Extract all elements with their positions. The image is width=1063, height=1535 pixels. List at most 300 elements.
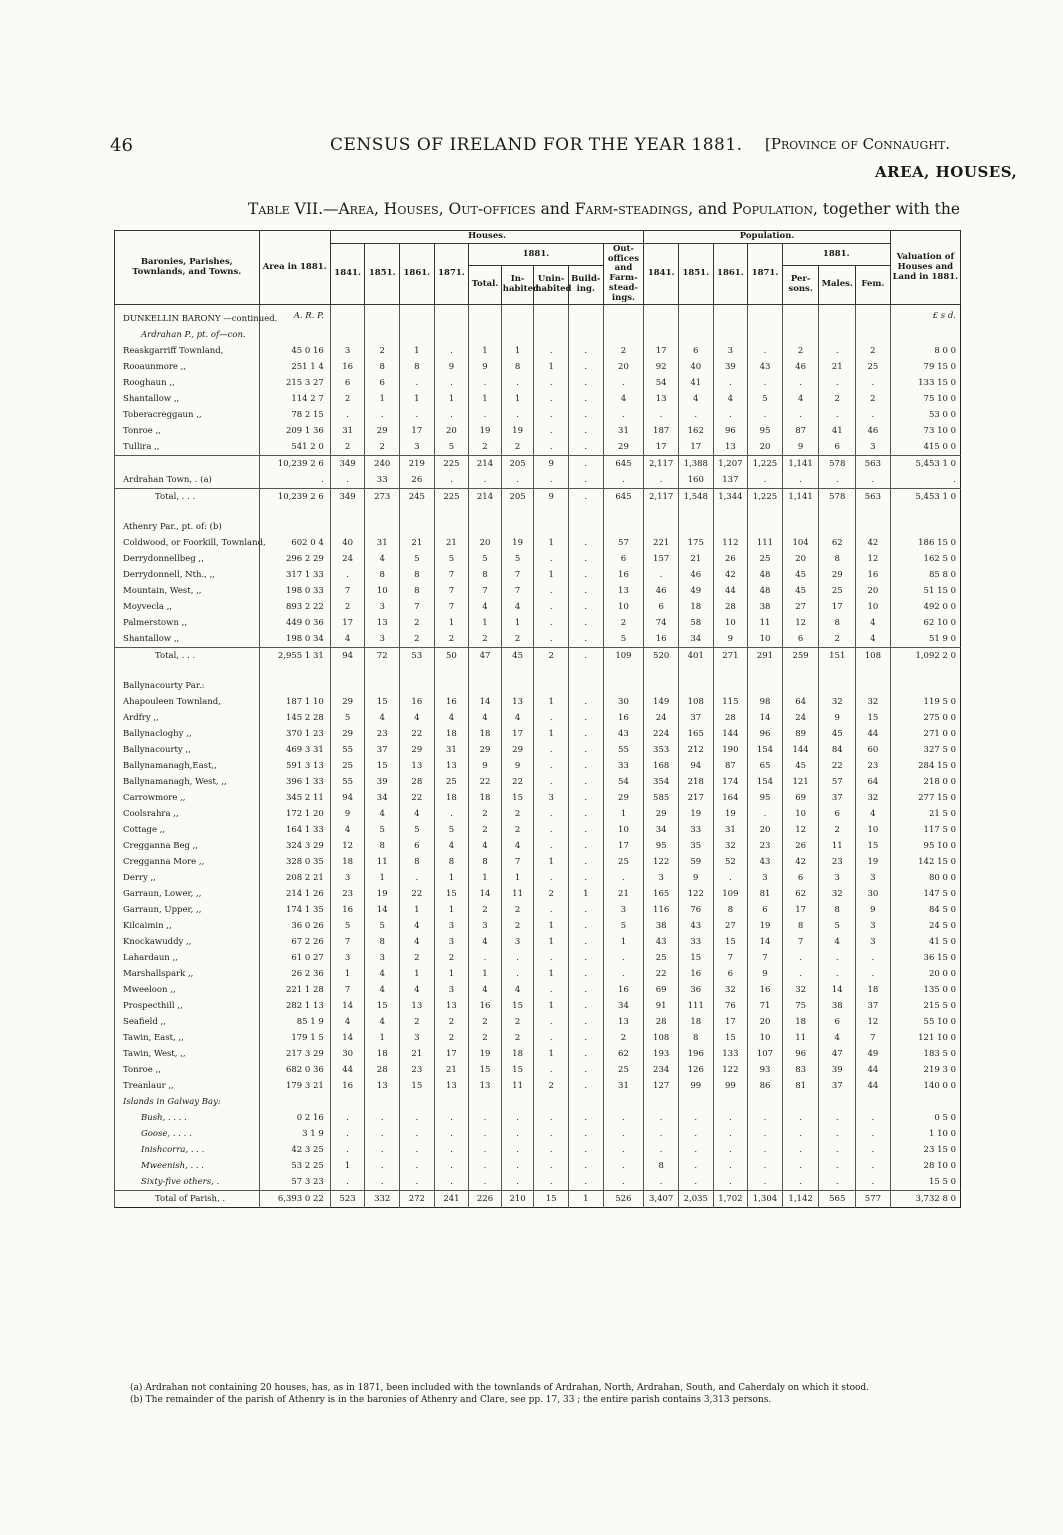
empty-cell bbox=[400, 664, 435, 672]
section-heading: DUNKELLIN BARONY —continued. bbox=[115, 305, 260, 328]
houses-cell: . bbox=[534, 822, 569, 838]
houses-cell: 19 bbox=[501, 423, 534, 439]
row-name: Garraun, Lower, ,, bbox=[115, 886, 260, 902]
houses-cell: 3 bbox=[400, 439, 435, 456]
houses-cell: 1 bbox=[400, 343, 435, 359]
caption-and: , and bbox=[688, 200, 733, 218]
population-cell: 578 bbox=[819, 489, 856, 506]
houses-cell: 2 bbox=[434, 1014, 469, 1030]
row-area: 57 3 23 bbox=[259, 1174, 330, 1191]
population-cell: 30 bbox=[856, 886, 891, 902]
population-cell: 21 bbox=[819, 359, 856, 375]
population-cell: 18 bbox=[782, 1014, 819, 1030]
population-cell: 96 bbox=[782, 1046, 819, 1062]
houses-cell: . bbox=[568, 343, 603, 359]
population-cell: 9 bbox=[819, 710, 856, 726]
population-cell: . bbox=[819, 472, 856, 489]
houses-cell: 349 bbox=[330, 456, 365, 473]
valuation-cell: 95 10 0 bbox=[890, 838, 960, 854]
table-row bbox=[115, 806, 961, 822]
valuation-cell: 8 0 0 bbox=[890, 343, 960, 359]
houses-cell: 4 bbox=[330, 822, 365, 838]
houses-cell: 22 bbox=[400, 726, 435, 742]
population-cell: 96 bbox=[748, 726, 783, 742]
population-cell: . bbox=[748, 472, 783, 489]
population-cell: 15 bbox=[856, 838, 891, 854]
houses-cell: . bbox=[534, 870, 569, 886]
population-cell: 45 bbox=[782, 583, 819, 599]
houses-cell: 5 bbox=[469, 551, 502, 567]
population-cell: . bbox=[713, 1142, 748, 1158]
houses-cell: 1 bbox=[603, 806, 644, 822]
houses-cell: . bbox=[603, 472, 644, 489]
houses-cell: . bbox=[534, 1030, 569, 1046]
population-cell: 165 bbox=[678, 726, 713, 742]
row-name: Cregganna More ,, bbox=[115, 854, 260, 870]
population-cell bbox=[644, 1094, 679, 1110]
houses-cell: . bbox=[568, 1062, 603, 1078]
houses-cell: . bbox=[534, 1110, 569, 1126]
population-cell: 34 bbox=[678, 631, 713, 648]
population-cell: 22 bbox=[819, 758, 856, 774]
valuation-cell: 80 0 0 bbox=[890, 870, 960, 886]
empty-cell bbox=[534, 505, 569, 513]
houses-cell: 3 bbox=[365, 950, 400, 966]
houses-cell: 18 bbox=[330, 854, 365, 870]
houses-cell: 7 bbox=[434, 567, 469, 583]
houses-cell: . bbox=[434, 375, 469, 391]
houses-cell: 31 bbox=[365, 535, 400, 551]
houses-cell: 16 bbox=[330, 359, 365, 375]
population-cell: 112 bbox=[713, 535, 748, 551]
population-cell: 99 bbox=[713, 1078, 748, 1094]
population-cell: 154 bbox=[748, 774, 783, 790]
population-cell: 46 bbox=[782, 359, 819, 375]
houses-cell: 50 bbox=[434, 648, 469, 665]
houses-cell: 3 bbox=[400, 1030, 435, 1046]
table-row bbox=[115, 838, 961, 854]
empty-cell bbox=[365, 672, 400, 694]
houses-cell: 1 bbox=[534, 854, 569, 870]
houses-cell: . bbox=[365, 1174, 400, 1191]
houses-cell: . bbox=[469, 950, 502, 966]
houses-cell bbox=[365, 1094, 400, 1110]
valuation-cell: 21 5 0 bbox=[890, 806, 960, 822]
population-cell: 38 bbox=[819, 998, 856, 1014]
houses-cell: 645 bbox=[603, 489, 644, 506]
row-name: Moyvecla ,, bbox=[115, 599, 260, 615]
row-area: 61 0 27 bbox=[259, 950, 330, 966]
houses-cell: 7 bbox=[330, 934, 365, 950]
empty-cell bbox=[434, 672, 469, 694]
empty-cell bbox=[534, 672, 569, 694]
houses-cell: 2 bbox=[501, 918, 534, 934]
valuation-cell: 85 8 0 bbox=[890, 567, 960, 583]
houses-cell bbox=[434, 327, 469, 343]
section-heading-row bbox=[115, 672, 961, 694]
houses-cell bbox=[534, 327, 569, 343]
population-cell: . bbox=[819, 1158, 856, 1174]
houses-cell: 2 bbox=[501, 1030, 534, 1046]
population-cell: 2,117 bbox=[644, 456, 679, 473]
population-cell: 157 bbox=[644, 551, 679, 567]
total-row bbox=[115, 1191, 961, 1208]
houses-cell: 4 bbox=[400, 806, 435, 822]
valuation-cell: 55 10 0 bbox=[890, 1014, 960, 1030]
houses-cell: 4 bbox=[365, 551, 400, 567]
houses-cell: 9 bbox=[534, 456, 569, 473]
population-cell: 49 bbox=[678, 583, 713, 599]
population-cell: . bbox=[748, 1110, 783, 1126]
houses-cell: . bbox=[501, 966, 534, 982]
valuation-cell: 277 15 0 bbox=[890, 790, 960, 806]
houses-cell: . bbox=[434, 806, 469, 822]
population-cell: 96 bbox=[713, 423, 748, 439]
population-cell: 162 bbox=[678, 423, 713, 439]
houses-cell: . bbox=[568, 998, 603, 1014]
row-name: Reaskgarriff Townland, bbox=[115, 343, 260, 359]
col-p1881: 1881. bbox=[782, 243, 890, 265]
population-cell: . bbox=[782, 950, 819, 966]
houses-cell: . bbox=[568, 615, 603, 631]
empty-cell bbox=[856, 305, 891, 328]
houses-cell bbox=[469, 1094, 502, 1110]
row-area: 42 3 25 bbox=[259, 1142, 330, 1158]
population-cell: 23 bbox=[819, 854, 856, 870]
table-row bbox=[115, 407, 961, 423]
col-h1851: 1851. bbox=[365, 243, 400, 305]
row-name: Tawin, West, ,, bbox=[115, 1046, 260, 1062]
population-cell: 16 bbox=[678, 966, 713, 982]
houses-cell: 16 bbox=[603, 982, 644, 998]
houses-cell: . bbox=[603, 1158, 644, 1174]
table-row bbox=[115, 966, 961, 982]
table-row bbox=[115, 950, 961, 966]
population-cell: 37 bbox=[819, 1078, 856, 1094]
valuation-cell: 117 5 0 bbox=[890, 822, 960, 838]
population-cell: 58 bbox=[678, 615, 713, 631]
houses-cell: 523 bbox=[330, 1191, 365, 1208]
population-cell: 45 bbox=[782, 758, 819, 774]
empty-cell bbox=[259, 664, 330, 672]
houses-cell: . bbox=[568, 950, 603, 966]
population-cell: 1,142 bbox=[782, 1191, 819, 1208]
row-name: Derrydonnellbeg ,, bbox=[115, 551, 260, 567]
houses-cell: 2 bbox=[534, 648, 569, 665]
table-row bbox=[115, 1110, 961, 1126]
population-cell: 98 bbox=[748, 694, 783, 710]
population-cell: 563 bbox=[856, 456, 891, 473]
population-cell: 10 bbox=[856, 822, 891, 838]
population-cell: . bbox=[819, 966, 856, 982]
population-cell: 21 bbox=[678, 551, 713, 567]
houses-cell: . bbox=[603, 1126, 644, 1142]
houses-cell: 13 bbox=[603, 1014, 644, 1030]
population-cell: 8 bbox=[819, 902, 856, 918]
population-cell: 19 bbox=[678, 806, 713, 822]
empty-cell bbox=[678, 513, 713, 535]
houses-cell: . bbox=[568, 567, 603, 583]
houses-cell: 5 bbox=[365, 822, 400, 838]
row-area bbox=[259, 1094, 330, 1110]
valuation-cell: 41 5 0 bbox=[890, 934, 960, 950]
empty-cell bbox=[534, 513, 569, 535]
valuation-cell bbox=[890, 327, 960, 343]
valuation-cell: 84 5 0 bbox=[890, 902, 960, 918]
table-row bbox=[115, 854, 961, 870]
empty-cell bbox=[434, 505, 469, 513]
population-cell: 7 bbox=[856, 1030, 891, 1046]
population-cell: 17 bbox=[644, 439, 679, 456]
valuation-unit bbox=[890, 672, 960, 694]
houses-cell: 219 bbox=[400, 456, 435, 473]
row-area: 208 2 21 bbox=[259, 870, 330, 886]
population-cell: 9 bbox=[782, 439, 819, 456]
population-cell: 45 bbox=[782, 567, 819, 583]
houses-cell: . bbox=[568, 1142, 603, 1158]
houses-cell: . bbox=[534, 1158, 569, 1174]
population-cell: . bbox=[678, 1158, 713, 1174]
empty-cell bbox=[603, 305, 644, 328]
population-cell: 8 bbox=[644, 1158, 679, 1174]
table-row bbox=[115, 551, 961, 567]
houses-cell: 1 bbox=[434, 391, 469, 407]
empty-cell bbox=[501, 664, 534, 672]
population-cell: 23 bbox=[856, 758, 891, 774]
population-cell: 17 bbox=[678, 439, 713, 456]
population-cell: . bbox=[782, 966, 819, 982]
houses-cell: . bbox=[568, 1158, 603, 1174]
population-cell: 2,117 bbox=[644, 489, 679, 506]
houses-cell: 1 bbox=[400, 902, 435, 918]
houses-cell: 2 bbox=[469, 806, 502, 822]
empty-cell bbox=[434, 305, 469, 328]
row-name: Bush, . . . . bbox=[115, 1110, 260, 1126]
population-cell: 196 bbox=[678, 1046, 713, 1062]
houses-cell: 13 bbox=[365, 1078, 400, 1094]
population-cell: 187 bbox=[644, 423, 679, 439]
houses-cell: 15 bbox=[501, 790, 534, 806]
population-cell: 74 bbox=[644, 615, 679, 631]
population-cell: 44 bbox=[856, 1062, 891, 1078]
row-area: 36 0 26 bbox=[259, 918, 330, 934]
empty-cell bbox=[434, 664, 469, 672]
houses-cell: . bbox=[469, 375, 502, 391]
valuation-cell: 121 10 0 bbox=[890, 1030, 960, 1046]
population-cell: 5 bbox=[819, 918, 856, 934]
row-area: 221 1 28 bbox=[259, 982, 330, 998]
empty-cell bbox=[330, 672, 365, 694]
empty-cell bbox=[603, 664, 644, 672]
population-cell: . bbox=[856, 1126, 891, 1142]
population-cell: 46 bbox=[856, 423, 891, 439]
population-cell: . bbox=[713, 1158, 748, 1174]
population-cell: 25 bbox=[748, 551, 783, 567]
row-area: . bbox=[259, 472, 330, 489]
houses-cell: . bbox=[534, 583, 569, 599]
population-cell: 10 bbox=[713, 615, 748, 631]
houses-cell: 4 bbox=[501, 982, 534, 998]
population-cell: 18 bbox=[678, 1014, 713, 1030]
population-cell: 4 bbox=[713, 391, 748, 407]
houses-cell: . bbox=[501, 407, 534, 423]
houses-cell: 225 bbox=[434, 489, 469, 506]
houses-cell: 4 bbox=[603, 391, 644, 407]
population-cell bbox=[819, 327, 856, 343]
houses-cell: . bbox=[568, 1110, 603, 1126]
houses-cell: 18 bbox=[469, 726, 502, 742]
empty-cell bbox=[678, 664, 713, 672]
population-cell: 122 bbox=[644, 854, 679, 870]
houses-cell: 2 bbox=[330, 599, 365, 615]
population-cell: 6 bbox=[782, 631, 819, 648]
row-name: Marshallspark ,, bbox=[115, 966, 260, 982]
houses-cell: . bbox=[603, 375, 644, 391]
houses-cell: 57 bbox=[603, 535, 644, 551]
population-cell: 11 bbox=[748, 615, 783, 631]
houses-cell: 7 bbox=[434, 599, 469, 615]
population-cell: 1,304 bbox=[748, 1191, 783, 1208]
empty-cell bbox=[469, 505, 502, 513]
population-cell: 3 bbox=[856, 439, 891, 456]
houses-cell: 225 bbox=[434, 456, 469, 473]
table-row bbox=[115, 902, 961, 918]
population-cell: 54 bbox=[644, 375, 679, 391]
population-cell: . bbox=[678, 1110, 713, 1126]
row-area: 251 1 4 bbox=[259, 359, 330, 375]
houses-cell: 28 bbox=[365, 1062, 400, 1078]
population-cell: 59 bbox=[678, 854, 713, 870]
table-row bbox=[115, 375, 961, 391]
population-cell: 87 bbox=[713, 758, 748, 774]
houses-cell: 2 bbox=[469, 1014, 502, 1030]
houses-cell: 31 bbox=[603, 1078, 644, 1094]
houses-cell bbox=[330, 1094, 365, 1110]
row-area: 324 3 29 bbox=[259, 838, 330, 854]
population-cell: 89 bbox=[782, 726, 819, 742]
population-cell: 116 bbox=[644, 902, 679, 918]
population-cell: 111 bbox=[678, 998, 713, 1014]
houses-cell: . bbox=[330, 1110, 365, 1126]
houses-cell: 13 bbox=[501, 694, 534, 710]
caption-mid: and bbox=[535, 200, 575, 218]
houses-cell: 14 bbox=[469, 694, 502, 710]
population-cell bbox=[856, 1094, 891, 1110]
population-cell: 28 bbox=[644, 1014, 679, 1030]
population-cell: 17 bbox=[782, 902, 819, 918]
population-cell: 218 bbox=[678, 774, 713, 790]
population-cell: . bbox=[644, 1110, 679, 1126]
houses-cell: 4 bbox=[469, 934, 502, 950]
population-cell: 17 bbox=[644, 343, 679, 359]
population-cell: 3 bbox=[748, 870, 783, 886]
population-cell: 86 bbox=[748, 1078, 783, 1094]
population-cell: 91 bbox=[644, 998, 679, 1014]
population-cell: . bbox=[819, 375, 856, 391]
population-cell: . bbox=[644, 1142, 679, 1158]
houses-cell: 33 bbox=[603, 758, 644, 774]
houses-cell: . bbox=[603, 1174, 644, 1191]
valuation-cell: 5,453 1 0 bbox=[890, 489, 960, 506]
houses-cell: . bbox=[400, 1174, 435, 1191]
population-cell: 165 bbox=[644, 886, 679, 902]
houses-cell: 2 bbox=[400, 1014, 435, 1030]
houses-cell: 94 bbox=[330, 648, 365, 665]
houses-cell: 2 bbox=[400, 631, 435, 648]
total-row bbox=[115, 648, 961, 665]
population-cell: 94 bbox=[678, 758, 713, 774]
houses-cell: . bbox=[434, 472, 469, 489]
houses-cell: 13 bbox=[434, 1078, 469, 1094]
footnote-b: (b) The remainder of the parish of Athenry is in the baronies of Athenry and Clare, see pp. 17, 33 ; the entire parish contains 3,313 persons. bbox=[130, 1394, 772, 1405]
houses-cell: 8 bbox=[400, 567, 435, 583]
houses-cell: 109 bbox=[603, 648, 644, 665]
table-row bbox=[115, 1174, 961, 1191]
population-cell: 109 bbox=[713, 886, 748, 902]
houses-cell: . bbox=[568, 854, 603, 870]
population-cell: . bbox=[713, 375, 748, 391]
row-area: 296 2 29 bbox=[259, 551, 330, 567]
houses-cell: 19 bbox=[469, 1046, 502, 1062]
population-cell: 217 bbox=[678, 790, 713, 806]
houses-cell: 8 bbox=[400, 359, 435, 375]
houses-cell: 28 bbox=[400, 774, 435, 790]
valuation-cell: 271 0 0 bbox=[890, 726, 960, 742]
houses-cell: 272 bbox=[400, 1191, 435, 1208]
houses-cell: 7 bbox=[330, 982, 365, 998]
row-name: Palmerstown ,, bbox=[115, 615, 260, 631]
houses-cell: 8 bbox=[365, 359, 400, 375]
population-cell: 43 bbox=[748, 359, 783, 375]
houses-cell: 4 bbox=[400, 934, 435, 950]
population-cell: 9 bbox=[748, 966, 783, 982]
houses-cell: 15 bbox=[501, 1062, 534, 1078]
population-cell: 234 bbox=[644, 1062, 679, 1078]
houses-cell: 15 bbox=[365, 758, 400, 774]
houses-cell: . bbox=[501, 472, 534, 489]
houses-cell: . bbox=[534, 950, 569, 966]
population-cell: . bbox=[713, 870, 748, 886]
population-cell: 6 bbox=[819, 1014, 856, 1030]
population-cell: . bbox=[713, 1126, 748, 1142]
houses-cell: 55 bbox=[603, 742, 644, 758]
houses-cell: 15 bbox=[469, 1062, 502, 1078]
population-cell: 2 bbox=[856, 391, 891, 407]
row-area: 174 1 35 bbox=[259, 902, 330, 918]
empty-cell bbox=[782, 664, 819, 672]
row-name: Tullira ,, bbox=[115, 439, 260, 456]
table-row bbox=[115, 472, 961, 489]
houses-cell: . bbox=[568, 934, 603, 950]
houses-cell: 22 bbox=[400, 886, 435, 902]
houses-cell: 4 bbox=[365, 710, 400, 726]
total-row bbox=[115, 489, 961, 506]
houses-cell: 54 bbox=[603, 774, 644, 790]
population-cell: 577 bbox=[856, 1191, 891, 1208]
row-name: Inishcorra, . . . bbox=[115, 1142, 260, 1158]
empty-cell bbox=[568, 664, 603, 672]
valuation-cell: 73 10 0 bbox=[890, 423, 960, 439]
population-cell: 38 bbox=[644, 918, 679, 934]
population-cell: 37 bbox=[678, 710, 713, 726]
houses-cell: 1 bbox=[501, 343, 534, 359]
houses-cell: 20 bbox=[469, 535, 502, 551]
population-cell: . bbox=[782, 472, 819, 489]
population-cell: 69 bbox=[644, 982, 679, 998]
population-cell: 520 bbox=[644, 648, 679, 665]
table-row bbox=[115, 1014, 961, 1030]
houses-cell: 25 bbox=[603, 854, 644, 870]
